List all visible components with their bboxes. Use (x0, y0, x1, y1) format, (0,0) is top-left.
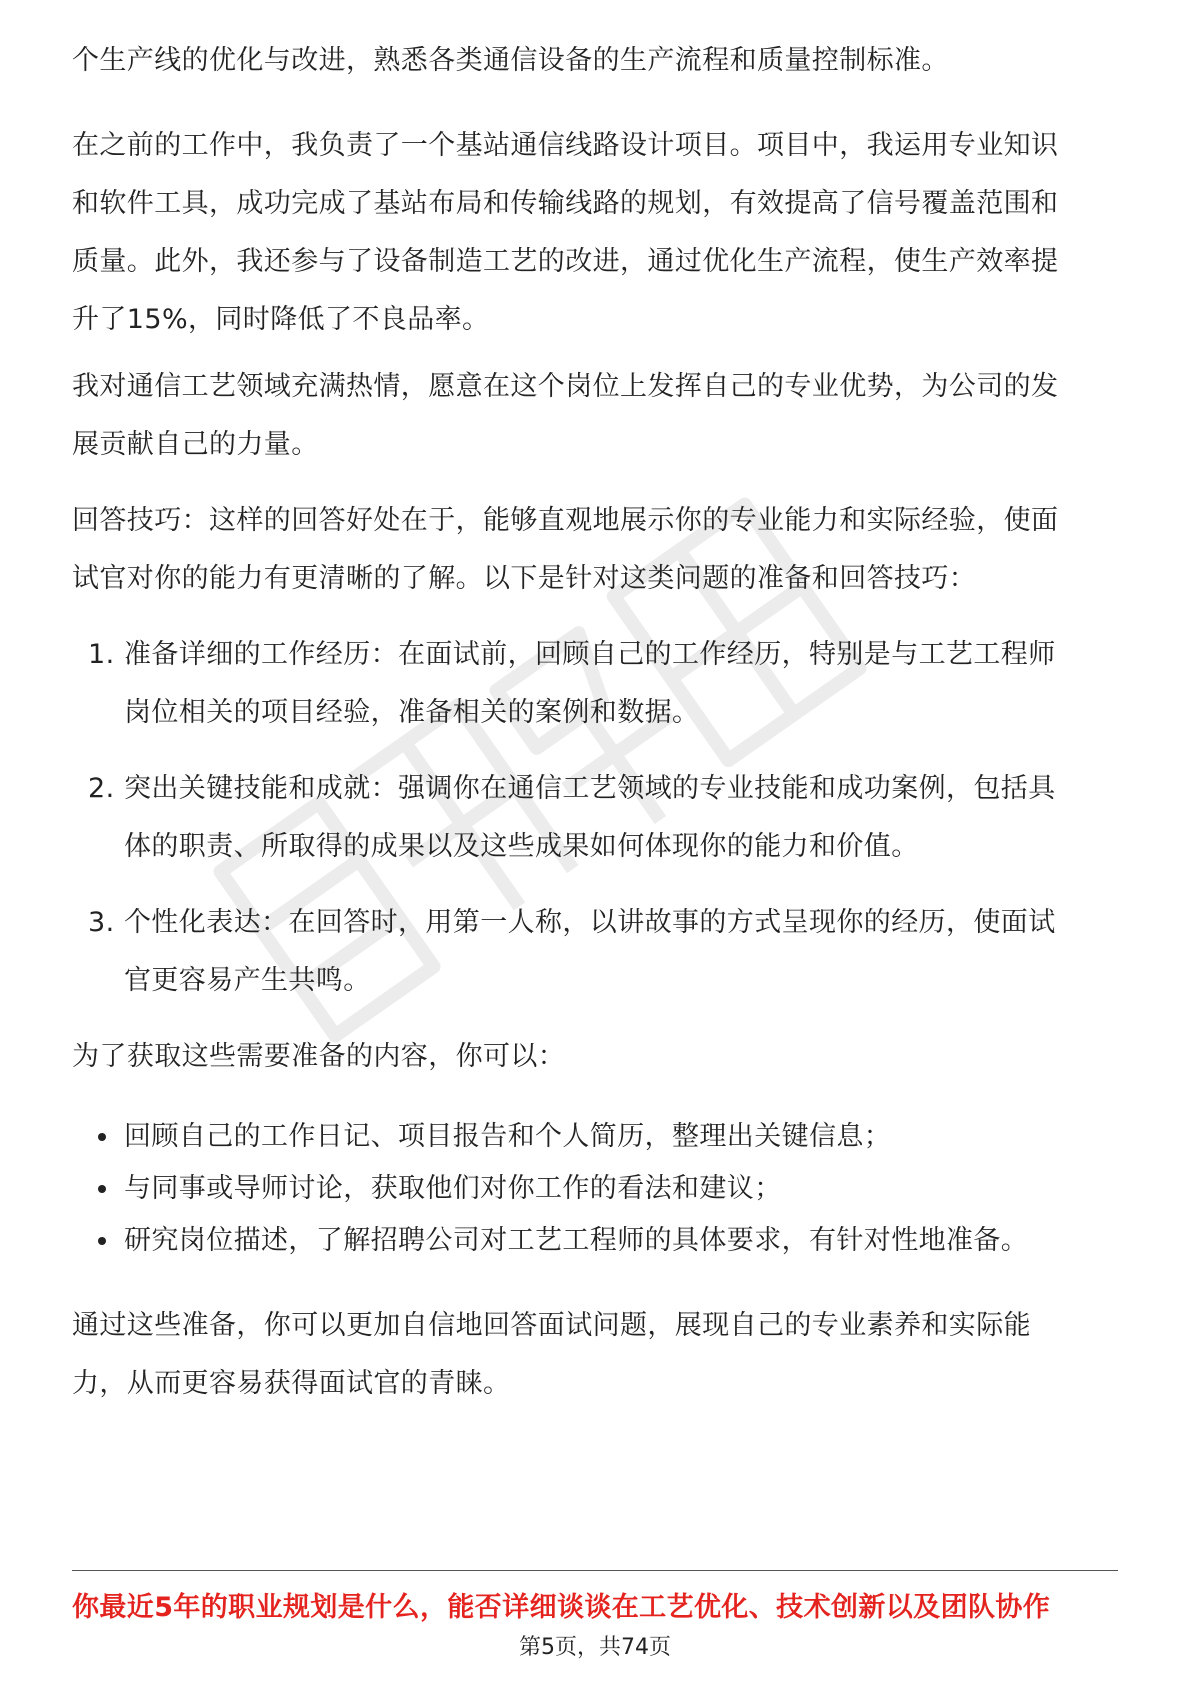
text-line: 回答技巧：这样的回答好处在于，能够直观地展示你的专业能力和实际经验，使面 (72, 505, 1059, 536)
text-line: 力，从而更容易获得面试官的青睐。 (72, 1368, 511, 1399)
text-line: 升了15%，同时降低了不良品率。 (72, 304, 490, 335)
bullet-icon (98, 1185, 106, 1193)
bullet-icon (98, 1237, 106, 1245)
paragraph-preparation-intro (72, 1028, 1118, 1086)
text-line: 和软件工具，成功完成了基站布局和传输线路的规划，有效提高了信号覆盖范围和 (72, 188, 1059, 219)
bullet-icon (98, 1133, 106, 1141)
text-line: 准备详细的工作经历：在面试前，回顾自己的工作经历，特别是与工艺工程师 (124, 639, 1056, 670)
list-item-text: 回顾自己的工作日记、项目报告和个人简历，整理出关键信息； (124, 1121, 892, 1152)
next-question-heading: 你最近5年的职业规划是什么，能否详细谈谈在工艺优化、技术创新以及团队协作 (72, 1592, 1051, 1623)
list-number: 1. (88, 639, 115, 670)
footer-divider (72, 1570, 1118, 1571)
text-line: 个性化表达：在回答时，用第一人称，以讲故事的方式呈现你的经历，使面试 (124, 907, 1056, 938)
paragraph-answer-tips (72, 492, 1118, 608)
list-item-text: 与同事或导师讨论，获取他们对你工作的看法和建议； (124, 1173, 782, 1204)
text-line: 我对通信工艺领域充满热情，愿意在这个岗位上发挥自己的专业优势，为公司的发 (72, 371, 1059, 402)
text-line: 官更容易产生共鸣。 (124, 965, 371, 996)
text-line: 岗位相关的项目经验，准备相关的案例和数据。 (124, 697, 700, 728)
text-line: 突出关键技能和成就：强调你在通信工艺领域的专业技能和成功案例，包括具 (124, 773, 1056, 804)
paragraph-intro-continued (72, 32, 1118, 90)
text-line: 个生产线的优化与改进，熟悉各类通信设备的生产流程和质量控制标准。 (72, 45, 949, 76)
list-number: 2. (88, 773, 115, 804)
page-number: 第5页，共74页 (519, 1635, 671, 1660)
text-line: 在之前的工作中，我负责了一个基站通信线路设计项目。项目中，我运用专业知识 (72, 130, 1059, 161)
list-item-text: 研究岗位描述，了解招聘公司对工艺工程师的具体要求，有针对性地准备。 (124, 1225, 1029, 1256)
paragraph-conclusion (72, 1297, 1118, 1413)
list-number: 3. (88, 907, 115, 938)
text-line: 体的职责、所取得的成果以及这些成果如何体现你的能力和价值。 (124, 831, 919, 862)
text-line: 通过这些准备，你可以更加自信地回答面试问题，展现自己的专业素养和实际能 (72, 1310, 1031, 1341)
text-line: 试官对你的能力有更清晰的了解。以下是针对这类问题的准备和回答技巧： (72, 563, 977, 594)
paragraph-experience (72, 117, 1118, 349)
text-line: 为了获取这些需要准备的内容，你可以： (72, 1041, 566, 1072)
text-line: 展贡献自己的力量。 (72, 429, 319, 460)
text-line: 质量。此外，我还参与了设备制造工艺的改进，通过优化生产流程，使生产效率提 (72, 246, 1059, 277)
paragraph-passion (72, 358, 1118, 474)
